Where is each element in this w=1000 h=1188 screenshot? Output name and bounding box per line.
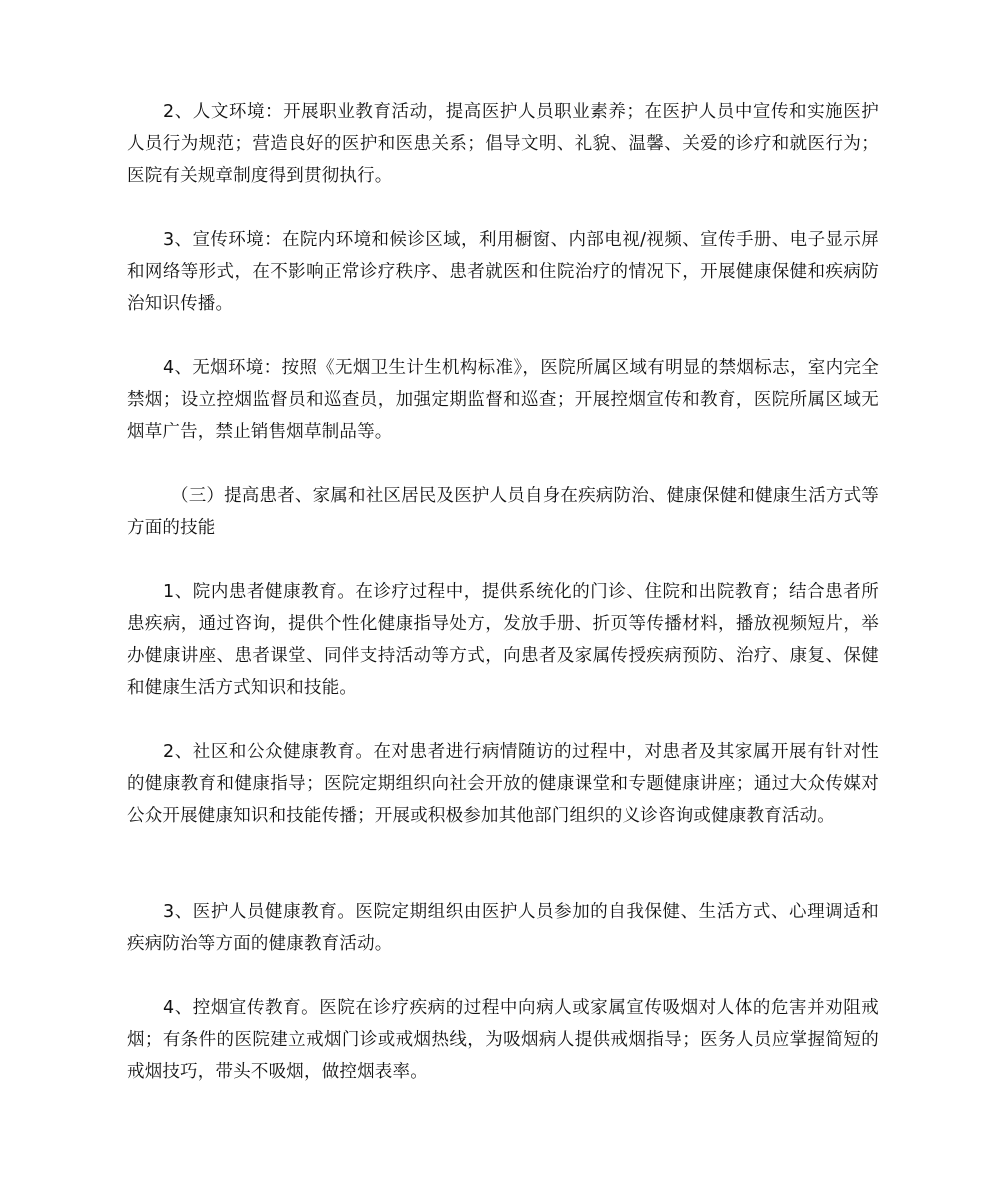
paragraph-staff-education: 3、医护人员健康教育。医院定期组织由医护人员参加的自我保健、生活方式、心理调适和疾病防治等方面的健康教育活动。 — [127, 902, 879, 954]
paragraph-community-education: 2、社区和公众健康教育。在对患者进行病情随访的过程中，对患者及其家属开展有针对性的健康教育和健康指导；医院定期组织向社会开放的健康课堂和专题健康讲座；通过大众传媒对公众开展健康知识和技能传播；开展或积极参加其他部门组织的义诊咨询或健康教育活动。 — [127, 742, 879, 826]
section-heading-skills: （三）提高患者、家属和社区居民及医护人员自身在疾病防治、健康保健和健康生活方式等方面的技能 — [127, 486, 879, 538]
paragraph-tobacco-control-education: 4、控烟宣传教育。医院在诊疗疾病的过程中向病人或家属宣传吸烟对人体的危害并劝阻戒烟；有条件的医院建立戒烟门诊或戒烟热线，为吸烟病人提供戒烟指导；医务人员应掌握简短的戒烟技巧，带头不吸烟，做控烟表率。 — [127, 998, 879, 1082]
paragraph-inpatient-education: 1、院内患者健康教育。在诊疗过程中，提供系统化的门诊、住院和出院教育；结合患者所患疾病，通过咨询，提供个性化健康指导处方，发放手册、折页等传播材料，播放视频短片，举办健康讲座、患者课堂、同伴支持活动等方式，向患者及家属传授疾病预防、治疗、康复、保健和健康生活方式知识和技能。 — [127, 582, 879, 698]
paragraph-humanistic-environment: 2、人文环境：开展职业教育活动，提高医护人员职业素养；在医护人员中宣传和实施医护人员行为规范；营造良好的医护和医患关系；倡导文明、礼貌、温馨、关爱的诊疗和就医行为；医院有关规章制度得到贯彻执行。 — [127, 102, 879, 186]
paragraph-publicity-environment: 3、宣传环境：在院内环境和候诊区域，利用橱窗、内部电视/视频、宣传手册、电子显示屏和网络等形式，在不影响正常诊疗秩序、患者就医和住院治疗的情况下，开展健康保健和疾病防治知识传播。 — [127, 230, 879, 314]
paragraph-smoke-free-environment: 4、无烟环境：按照《无烟卫生计生机构标准》，医院所属区域有明显的禁烟标志，室内完全禁烟；设立控烟监督员和巡查员，加强定期监督和巡查；开展控烟宣传和教育，医院所属区域无烟草广告，禁止销售烟草制品等。 — [127, 358, 879, 442]
